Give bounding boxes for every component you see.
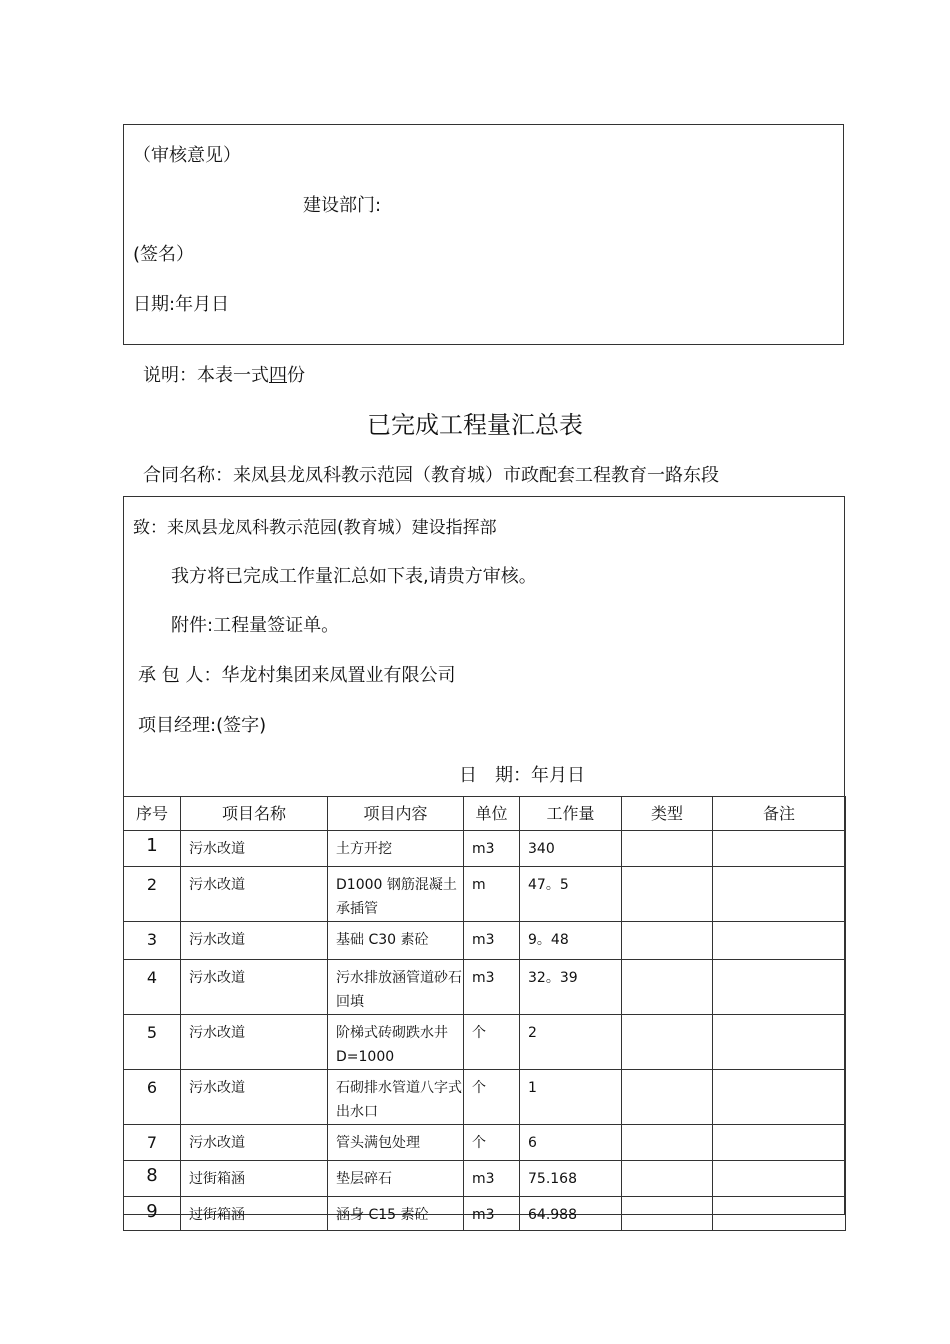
row-quantity: 47。5 [520, 867, 622, 922]
row-quantity: 75.168 [520, 1161, 622, 1197]
table-row [124, 1197, 846, 1231]
row-content: 污水排放涵管道砂石回填 [328, 960, 464, 1015]
row-type [622, 960, 713, 1015]
row-type [622, 922, 713, 960]
row-remark [713, 1015, 846, 1070]
review-date-label: 日期:年月日 [133, 294, 230, 315]
row-quantity: 32。39 [520, 960, 622, 1015]
row-no: 1 [124, 831, 181, 867]
table-row [124, 1125, 846, 1161]
row-quantity: 2 [520, 1015, 622, 1070]
table-row [124, 922, 846, 960]
letter-recipient: 致：来凤县龙凤科教示范园(教育城）建设指挥部 [133, 518, 497, 538]
header-quantity: 工作量 [520, 797, 622, 831]
row-type [622, 1125, 713, 1161]
row-name: 污水改道 [181, 960, 328, 1015]
letter-body: 我方将已完成工作量汇总如下表,请贵方审核。 [171, 566, 537, 587]
row-name: 污水改道 [181, 1125, 328, 1161]
copies-note [143, 361, 305, 387]
page-title: 已完成工程量汇总表 [367, 411, 583, 439]
row-type [622, 1070, 713, 1125]
row-name: 污水改道 [181, 1070, 328, 1125]
contract-name: 合同名称：来凤县龙凤科教示范园（教育城）市政配套工程教育一路东段 [143, 465, 719, 486]
summary-form [123, 496, 845, 1223]
row-remark [713, 960, 846, 1015]
row-type [622, 1161, 713, 1197]
row-remark [713, 1197, 846, 1231]
row-unit: m3 [464, 960, 520, 1015]
row-no: 2 [124, 867, 181, 922]
header-item-name: 项目名称 [181, 797, 328, 831]
row-quantity: 6 [520, 1125, 622, 1161]
row-remark [713, 922, 846, 960]
project-manager-signature: 项目经理:(签字) [138, 715, 267, 736]
row-type [622, 1015, 713, 1070]
row-no: 7 [124, 1125, 181, 1161]
table-row [124, 1015, 846, 1070]
table-row [124, 831, 846, 867]
row-no: 9 [124, 1197, 181, 1231]
table-header-row [124, 797, 846, 831]
row-content: 土方开挖 [328, 831, 464, 867]
header-unit: 单位 [464, 797, 520, 831]
row-name: 过街箱涵 [181, 1161, 328, 1197]
contractor-label: 承 包 人：华龙村集团来凤置业有限公司 [138, 665, 456, 686]
row-name: 污水改道 [181, 831, 328, 867]
row-remark [713, 867, 846, 922]
header-item-content: 项目内容 [328, 797, 464, 831]
row-quantity: 9。48 [520, 922, 622, 960]
note-copies: 四 [269, 365, 287, 386]
note-suffix: 份 [287, 365, 305, 386]
row-unit: 个 [464, 1125, 520, 1161]
row-content: 管头满包处理 [328, 1125, 464, 1161]
row-no: 6 [124, 1070, 181, 1125]
row-name: 污水改道 [181, 867, 328, 922]
row-unit: m3 [464, 1197, 520, 1231]
row-content: 垫层碎石 [328, 1161, 464, 1197]
table-row [124, 867, 846, 922]
row-remark [713, 1125, 846, 1161]
table-row [124, 960, 846, 1015]
letter-date: 日 期：年月日 [459, 765, 585, 786]
row-quantity: 64.988 [520, 1197, 622, 1231]
header-no: 序号 [124, 797, 181, 831]
row-unit: m [464, 867, 520, 922]
signature-label: (签名） [133, 244, 195, 265]
row-name: 污水改道 [181, 922, 328, 960]
work-quantity-table [123, 796, 846, 1231]
row-content: 基础 C30 素砼 [328, 922, 464, 960]
row-name: 过街箱涵 [181, 1197, 328, 1231]
table-row [124, 1161, 846, 1197]
row-unit: m3 [464, 1161, 520, 1197]
row-type [622, 1197, 713, 1231]
note-prefix: 说明：本表一式 [143, 365, 269, 386]
header-type: 类型 [622, 797, 713, 831]
row-no: 4 [124, 960, 181, 1015]
review-opinion-label: （审核意见） [133, 145, 241, 166]
row-no: 5 [124, 1015, 181, 1070]
row-unit: 个 [464, 1070, 520, 1125]
row-remark [713, 1161, 846, 1197]
row-content: 石砌排水管道八字式出水口 [328, 1070, 464, 1125]
row-unit: m3 [464, 831, 520, 867]
row-type [622, 867, 713, 922]
header-remark: 备注 [713, 797, 846, 831]
row-unit: m3 [464, 922, 520, 960]
letter-attachment: 附件:工程量签证单。 [171, 615, 340, 636]
row-content: D1000 钢筋混凝土承插管 [328, 867, 464, 922]
row-unit: 个 [464, 1015, 520, 1070]
row-no: 3 [124, 922, 181, 960]
row-no: 8 [124, 1161, 181, 1197]
row-content: 涵身 C15 素砼 [328, 1197, 464, 1231]
row-quantity: 1 [520, 1070, 622, 1125]
row-name: 污水改道 [181, 1015, 328, 1070]
row-remark [713, 1070, 846, 1125]
row-type [622, 831, 713, 867]
construction-department-label: 建设部门: [303, 195, 382, 216]
table-row [124, 1070, 846, 1125]
row-quantity: 340 [520, 831, 622, 867]
row-remark [713, 831, 846, 867]
review-box [123, 124, 844, 345]
row-content: 阶梯式砖砌跌水井 D=1000 [328, 1015, 464, 1070]
